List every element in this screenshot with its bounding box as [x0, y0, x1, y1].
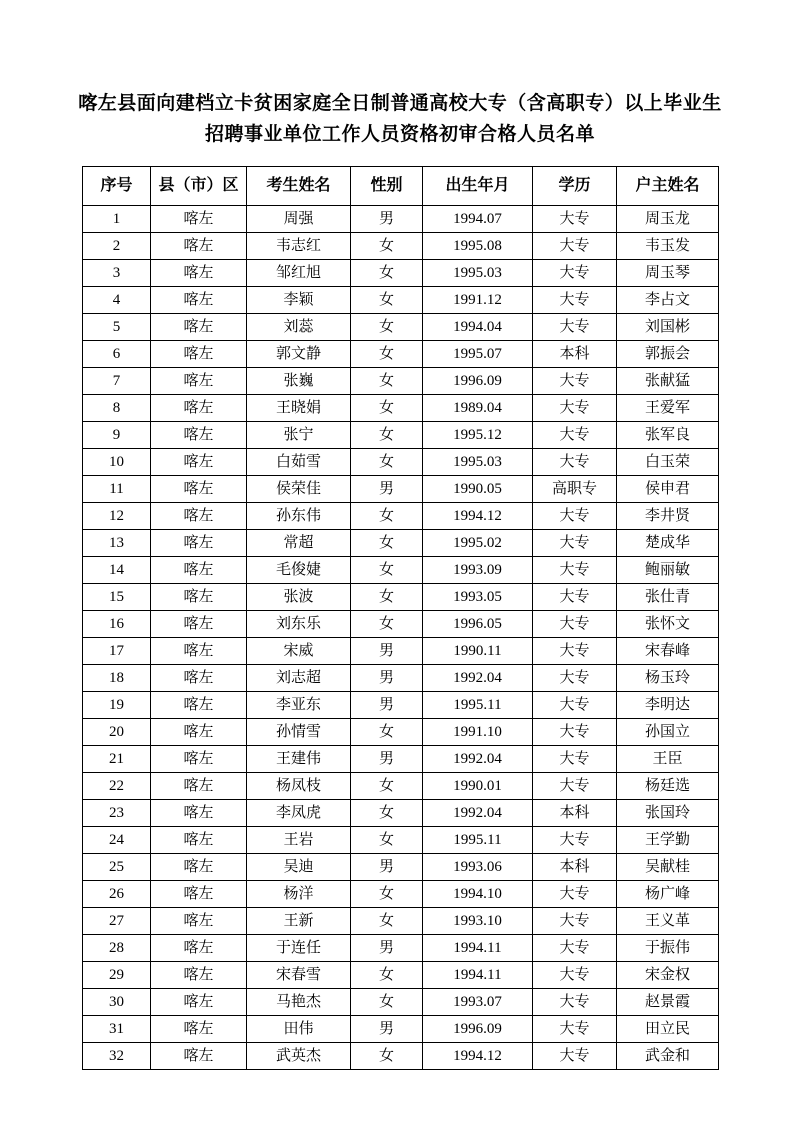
cell-index: 32	[83, 1043, 151, 1070]
cell-gender: 女	[351, 314, 423, 341]
table-row	[83, 368, 719, 395]
cell-county: 喀左	[151, 611, 247, 638]
table-row	[83, 287, 719, 314]
cell-birth-date: 1993.07	[423, 989, 533, 1016]
column-header-candidate-name: 考生姓名	[247, 167, 351, 206]
cell-education: 大专	[533, 449, 617, 476]
cell-gender: 男	[351, 854, 423, 881]
cell-education: 大专	[533, 881, 617, 908]
cell-gender: 女	[351, 557, 423, 584]
cell-householder-name: 郭振会	[617, 341, 719, 368]
cell-gender: 男	[351, 746, 423, 773]
cell-householder-name: 白玉荣	[617, 449, 719, 476]
table-row	[83, 719, 719, 746]
table-row	[83, 854, 719, 881]
cell-birth-date: 1993.05	[423, 584, 533, 611]
cell-gender: 女	[351, 341, 423, 368]
cell-birth-date: 1995.03	[423, 260, 533, 287]
cell-candidate-name: 李凤虎	[247, 800, 351, 827]
cell-gender: 女	[351, 584, 423, 611]
roster-table	[82, 166, 719, 1070]
table-row	[83, 395, 719, 422]
cell-county: 喀左	[151, 233, 247, 260]
cell-householder-name: 张军良	[617, 422, 719, 449]
cell-index: 5	[83, 314, 151, 341]
cell-householder-name: 王学勤	[617, 827, 719, 854]
cell-birth-date: 1992.04	[423, 665, 533, 692]
cell-householder-name: 李明达	[617, 692, 719, 719]
cell-county: 喀左	[151, 557, 247, 584]
cell-householder-name: 韦玉发	[617, 233, 719, 260]
cell-gender: 女	[351, 368, 423, 395]
cell-candidate-name: 孙东伟	[247, 503, 351, 530]
cell-index: 13	[83, 530, 151, 557]
cell-birth-date: 1991.12	[423, 287, 533, 314]
cell-candidate-name: 李颖	[247, 287, 351, 314]
cell-householder-name: 李井贤	[617, 503, 719, 530]
table-row	[83, 665, 719, 692]
cell-county: 喀左	[151, 935, 247, 962]
cell-candidate-name: 于连任	[247, 935, 351, 962]
cell-index: 11	[83, 476, 151, 503]
table-row	[83, 449, 719, 476]
table-row	[83, 935, 719, 962]
table-row	[83, 233, 719, 260]
cell-county: 喀左	[151, 665, 247, 692]
column-header-index: 序号	[83, 167, 151, 206]
cell-birth-date: 1991.10	[423, 719, 533, 746]
cell-householder-name: 楚成华	[617, 530, 719, 557]
cell-education: 本科	[533, 800, 617, 827]
cell-county: 喀左	[151, 584, 247, 611]
cell-birth-date: 1993.06	[423, 854, 533, 881]
cell-householder-name: 宋金权	[617, 962, 719, 989]
cell-householder-name: 武金和	[617, 1043, 719, 1070]
cell-gender: 男	[351, 935, 423, 962]
cell-county: 喀左	[151, 638, 247, 665]
cell-index: 25	[83, 854, 151, 881]
cell-householder-name: 田立民	[617, 1016, 719, 1043]
cell-candidate-name: 常超	[247, 530, 351, 557]
cell-gender: 男	[351, 638, 423, 665]
cell-householder-name: 周玉琴	[617, 260, 719, 287]
cell-index: 14	[83, 557, 151, 584]
table-row	[83, 206, 719, 233]
cell-householder-name: 张仕青	[617, 584, 719, 611]
cell-gender: 女	[351, 827, 423, 854]
cell-candidate-name: 田伟	[247, 1016, 351, 1043]
cell-county: 喀左	[151, 854, 247, 881]
cell-householder-name: 张献猛	[617, 368, 719, 395]
cell-education: 大专	[533, 1016, 617, 1043]
document-title	[0, 0, 800, 150]
cell-birth-date: 1995.11	[423, 692, 533, 719]
cell-county: 喀左	[151, 476, 247, 503]
cell-gender: 女	[351, 800, 423, 827]
table-row	[83, 422, 719, 449]
cell-education: 大专	[533, 233, 617, 260]
cell-education: 大专	[533, 1043, 617, 1070]
cell-education: 大专	[533, 908, 617, 935]
cell-householder-name: 鲍丽敏	[617, 557, 719, 584]
cell-county: 喀左	[151, 692, 247, 719]
cell-birth-date: 1993.09	[423, 557, 533, 584]
table-body	[83, 206, 719, 1070]
cell-county: 喀左	[151, 989, 247, 1016]
cell-birth-date: 1994.11	[423, 962, 533, 989]
cell-birth-date: 1995.11	[423, 827, 533, 854]
cell-candidate-name: 张宁	[247, 422, 351, 449]
cell-index: 21	[83, 746, 151, 773]
cell-gender: 男	[351, 206, 423, 233]
cell-gender: 女	[351, 908, 423, 935]
cell-candidate-name: 郭文静	[247, 341, 351, 368]
roster-table-container	[82, 166, 718, 1070]
cell-gender: 女	[351, 233, 423, 260]
cell-candidate-name: 宋威	[247, 638, 351, 665]
cell-gender: 女	[351, 1043, 423, 1070]
cell-index: 20	[83, 719, 151, 746]
cell-index: 9	[83, 422, 151, 449]
cell-householder-name: 王臣	[617, 746, 719, 773]
cell-county: 喀左	[151, 746, 247, 773]
table-row	[83, 476, 719, 503]
cell-gender: 女	[351, 719, 423, 746]
cell-householder-name: 杨玉玲	[617, 665, 719, 692]
cell-candidate-name: 武英杰	[247, 1043, 351, 1070]
cell-index: 30	[83, 989, 151, 1016]
cell-index: 2	[83, 233, 151, 260]
cell-education: 大专	[533, 530, 617, 557]
cell-gender: 女	[351, 260, 423, 287]
cell-birth-date: 1992.04	[423, 746, 533, 773]
cell-householder-name: 张怀文	[617, 611, 719, 638]
cell-county: 喀左	[151, 368, 247, 395]
cell-education: 大专	[533, 827, 617, 854]
cell-county: 喀左	[151, 314, 247, 341]
cell-candidate-name: 刘东乐	[247, 611, 351, 638]
cell-candidate-name: 王岩	[247, 827, 351, 854]
table-row	[83, 260, 719, 287]
cell-householder-name: 于振伟	[617, 935, 719, 962]
table-row	[83, 908, 719, 935]
cell-county: 喀左	[151, 908, 247, 935]
cell-birth-date: 1994.07	[423, 206, 533, 233]
cell-householder-name: 赵景霞	[617, 989, 719, 1016]
cell-index: 12	[83, 503, 151, 530]
cell-candidate-name: 孙情雪	[247, 719, 351, 746]
cell-education: 大专	[533, 719, 617, 746]
table-row	[83, 692, 719, 719]
cell-county: 喀左	[151, 503, 247, 530]
cell-candidate-name: 邹红旭	[247, 260, 351, 287]
cell-education: 本科	[533, 854, 617, 881]
cell-candidate-name: 韦志红	[247, 233, 351, 260]
table-row	[83, 611, 719, 638]
cell-education: 大专	[533, 422, 617, 449]
cell-candidate-name: 张巍	[247, 368, 351, 395]
cell-candidate-name: 张波	[247, 584, 351, 611]
cell-birth-date: 1994.11	[423, 935, 533, 962]
table-row	[83, 557, 719, 584]
table-row	[83, 638, 719, 665]
cell-gender: 女	[351, 503, 423, 530]
cell-gender: 女	[351, 773, 423, 800]
cell-index: 10	[83, 449, 151, 476]
cell-birth-date: 1994.10	[423, 881, 533, 908]
cell-birth-date: 1994.12	[423, 1043, 533, 1070]
cell-birth-date: 1994.12	[423, 503, 533, 530]
cell-index: 19	[83, 692, 151, 719]
cell-gender: 男	[351, 692, 423, 719]
cell-county: 喀左	[151, 800, 247, 827]
cell-index: 23	[83, 800, 151, 827]
table-row	[83, 989, 719, 1016]
cell-candidate-name: 刘志超	[247, 665, 351, 692]
cell-education: 大专	[533, 287, 617, 314]
table-header	[83, 167, 719, 206]
cell-householder-name: 杨廷选	[617, 773, 719, 800]
cell-gender: 男	[351, 476, 423, 503]
cell-householder-name: 侯申君	[617, 476, 719, 503]
cell-education: 大专	[533, 260, 617, 287]
cell-birth-date: 1992.04	[423, 800, 533, 827]
table-row	[83, 584, 719, 611]
cell-candidate-name: 李亚东	[247, 692, 351, 719]
cell-birth-date: 1996.05	[423, 611, 533, 638]
cell-index: 31	[83, 1016, 151, 1043]
table-row	[83, 530, 719, 557]
cell-birth-date: 1990.11	[423, 638, 533, 665]
cell-education: 大专	[533, 638, 617, 665]
table-row	[83, 881, 719, 908]
cell-education: 大专	[533, 962, 617, 989]
cell-education: 高职专	[533, 476, 617, 503]
cell-county: 喀左	[151, 260, 247, 287]
cell-gender: 女	[351, 530, 423, 557]
cell-householder-name: 吴献桂	[617, 854, 719, 881]
cell-index: 17	[83, 638, 151, 665]
table-row	[83, 773, 719, 800]
cell-gender: 女	[351, 422, 423, 449]
cell-county: 喀左	[151, 827, 247, 854]
cell-index: 1	[83, 206, 151, 233]
title-line-1: 喀左县面向建档立卡贫困家庭全日制普通高校大专（含高职专）以上毕业生	[78, 93, 722, 114]
cell-index: 6	[83, 341, 151, 368]
cell-householder-name: 周玉龙	[617, 206, 719, 233]
cell-education: 大专	[533, 692, 617, 719]
cell-candidate-name: 杨洋	[247, 881, 351, 908]
cell-index: 4	[83, 287, 151, 314]
cell-county: 喀左	[151, 341, 247, 368]
cell-index: 8	[83, 395, 151, 422]
table-row	[83, 962, 719, 989]
cell-education: 大专	[533, 665, 617, 692]
cell-education: 大专	[533, 584, 617, 611]
cell-householder-name: 孙国立	[617, 719, 719, 746]
cell-householder-name: 张国玲	[617, 800, 719, 827]
cell-gender: 女	[351, 611, 423, 638]
cell-gender: 女	[351, 962, 423, 989]
cell-householder-name: 宋春峰	[617, 638, 719, 665]
cell-gender: 女	[351, 287, 423, 314]
cell-county: 喀左	[151, 287, 247, 314]
cell-education: 大专	[533, 935, 617, 962]
cell-education: 大专	[533, 557, 617, 584]
column-header-county: 县（市）区	[151, 167, 247, 206]
cell-county: 喀左	[151, 1043, 247, 1070]
cell-education: 大专	[533, 989, 617, 1016]
cell-county: 喀左	[151, 719, 247, 746]
cell-county: 喀左	[151, 206, 247, 233]
cell-county: 喀左	[151, 530, 247, 557]
cell-index: 7	[83, 368, 151, 395]
cell-index: 15	[83, 584, 151, 611]
cell-householder-name: 杨广峰	[617, 881, 719, 908]
table-row	[83, 503, 719, 530]
column-header-householder-name: 户主姓名	[617, 167, 719, 206]
cell-county: 喀左	[151, 1016, 247, 1043]
cell-candidate-name: 吴迪	[247, 854, 351, 881]
cell-index: 22	[83, 773, 151, 800]
table-row	[83, 800, 719, 827]
column-header-birth-date: 出生年月	[423, 167, 533, 206]
title-line-2: 招聘事业单位工作人员资格初审合格人员名单	[204, 124, 595, 145]
cell-education: 大专	[533, 503, 617, 530]
column-header-education: 学历	[533, 167, 617, 206]
cell-index: 28	[83, 935, 151, 962]
cell-education: 大专	[533, 395, 617, 422]
cell-gender: 女	[351, 395, 423, 422]
cell-candidate-name: 刘蕊	[247, 314, 351, 341]
cell-householder-name: 李占文	[617, 287, 719, 314]
cell-education: 大专	[533, 746, 617, 773]
cell-birth-date: 1995.12	[423, 422, 533, 449]
cell-index: 27	[83, 908, 151, 935]
table-row	[83, 314, 719, 341]
cell-county: 喀左	[151, 449, 247, 476]
cell-householder-name: 王义革	[617, 908, 719, 935]
cell-householder-name: 王爱军	[617, 395, 719, 422]
cell-education: 大专	[533, 773, 617, 800]
cell-householder-name: 刘国彬	[617, 314, 719, 341]
cell-birth-date: 1995.03	[423, 449, 533, 476]
cell-index: 18	[83, 665, 151, 692]
cell-county: 喀左	[151, 962, 247, 989]
cell-candidate-name: 王晓娟	[247, 395, 351, 422]
cell-gender: 女	[351, 449, 423, 476]
cell-education: 大专	[533, 611, 617, 638]
cell-education: 大专	[533, 314, 617, 341]
cell-birth-date: 1995.02	[423, 530, 533, 557]
table-row	[83, 1016, 719, 1043]
cell-county: 喀左	[151, 881, 247, 908]
cell-candidate-name: 周强	[247, 206, 351, 233]
cell-index: 3	[83, 260, 151, 287]
cell-candidate-name: 王建伟	[247, 746, 351, 773]
cell-candidate-name: 白茹雪	[247, 449, 351, 476]
cell-candidate-name: 王新	[247, 908, 351, 935]
cell-education: 本科	[533, 341, 617, 368]
cell-county: 喀左	[151, 422, 247, 449]
cell-gender: 男	[351, 665, 423, 692]
cell-candidate-name: 侯荣佳	[247, 476, 351, 503]
cell-birth-date: 1993.10	[423, 908, 533, 935]
cell-gender: 男	[351, 1016, 423, 1043]
cell-candidate-name: 毛俊婕	[247, 557, 351, 584]
cell-index: 26	[83, 881, 151, 908]
table-row	[83, 746, 719, 773]
cell-index: 16	[83, 611, 151, 638]
table-row	[83, 341, 719, 368]
cell-candidate-name: 马艳杰	[247, 989, 351, 1016]
cell-education: 大专	[533, 206, 617, 233]
cell-gender: 女	[351, 881, 423, 908]
column-header-gender: 性别	[351, 167, 423, 206]
cell-index: 29	[83, 962, 151, 989]
cell-education: 大专	[533, 368, 617, 395]
cell-birth-date: 1996.09	[423, 1016, 533, 1043]
cell-gender: 女	[351, 989, 423, 1016]
cell-birth-date: 1995.08	[423, 233, 533, 260]
cell-county: 喀左	[151, 395, 247, 422]
cell-birth-date: 1989.04	[423, 395, 533, 422]
cell-index: 24	[83, 827, 151, 854]
cell-birth-date: 1996.09	[423, 368, 533, 395]
cell-candidate-name: 宋春雪	[247, 962, 351, 989]
table-header-row	[83, 167, 719, 206]
table-row	[83, 1043, 719, 1070]
cell-birth-date: 1995.07	[423, 341, 533, 368]
cell-birth-date: 1990.05	[423, 476, 533, 503]
cell-birth-date: 1990.01	[423, 773, 533, 800]
cell-candidate-name: 杨凤枝	[247, 773, 351, 800]
table-row	[83, 827, 719, 854]
cell-birth-date: 1994.04	[423, 314, 533, 341]
cell-county: 喀左	[151, 773, 247, 800]
